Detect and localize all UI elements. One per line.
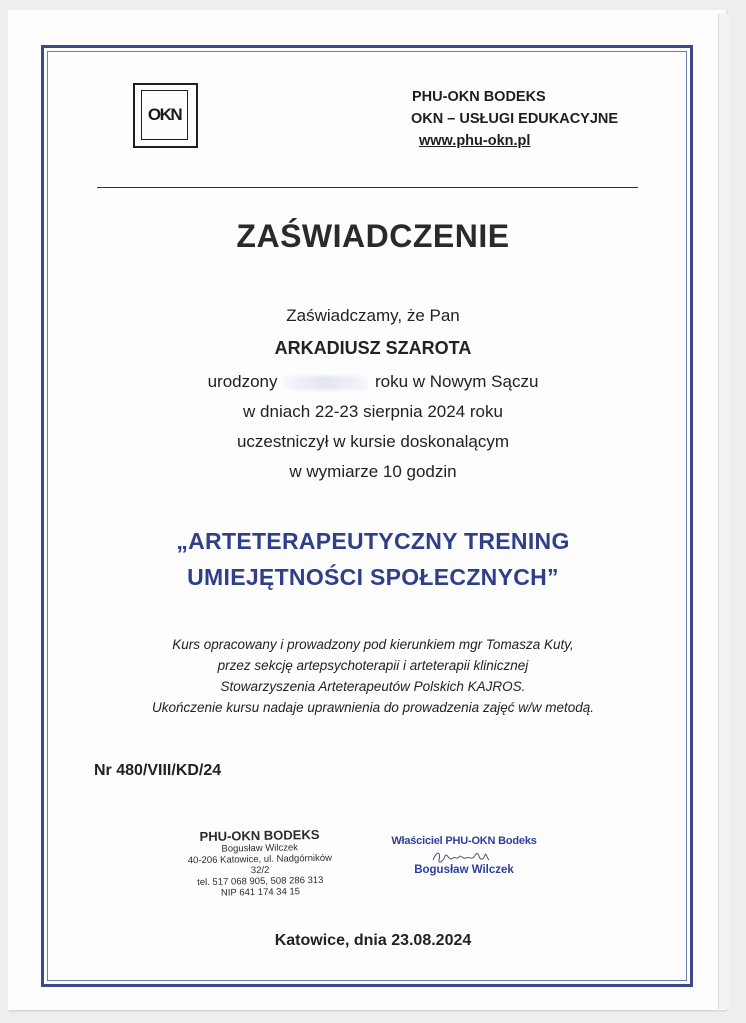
participation-line: uczestniczył w kursie doskonalącym [236, 432, 510, 451]
course-title-line2: UMIEJĘTNOŚCI SPOŁECZNYCH” [187, 564, 559, 590]
birth-line [0, 372, 746, 392]
signature-name: Bogusław Wilczek [414, 864, 514, 876]
signature-role: Właściciel PHU-OKN Bodeks [391, 835, 537, 847]
okn-logo [133, 83, 198, 148]
stamp-nip: NIP 641 174 34 15 [220, 886, 301, 899]
okn-logo-text: OKN [141, 90, 188, 140]
intro-line: Zaświadczamy, że Pan [286, 306, 460, 325]
birth-suffix: roku w Nowym Sączu [374, 372, 539, 391]
company-name: PHU-OKN BODEKS [412, 89, 546, 105]
course-dates: w dniach 22-23 sierpnia 2024 roku [243, 402, 503, 421]
issue-place-date: Katowice, dnia 23.08.2024 [274, 932, 472, 949]
course-description-2: przez sekcję artepsychoterapii i arteterapii klinicznej [217, 658, 529, 673]
certificate-number: Nr 480/VIII/KD/24 [94, 762, 222, 779]
paper-stack-edge [718, 14, 729, 1009]
hours-line: w wymiarze 10 godzin [289, 462, 457, 481]
stamp-company: PHU-OKN BODEKS [199, 826, 320, 845]
course-description-3: Stowarzyszenia Arteterapeutów Polskich KAJROS. [220, 679, 526, 694]
certificate-title: ZAŚWIADCZENIE [236, 218, 510, 254]
company-website: www.phu-okn.pl [419, 133, 531, 149]
company-header [412, 86, 618, 152]
company-services: OKN – USŁUGI EDUKACYJNE [411, 111, 619, 127]
stamp-address: 40-206 Katowice, ul. Nadgórników 32/2 [187, 852, 333, 877]
course-description-1: Kurs opracowany i prowadzony pod kierunkiem mgr Tomasza Kuty, [172, 637, 574, 652]
company-stamp [179, 827, 340, 900]
birth-prefix: urodzony [207, 372, 278, 391]
course-title-line1: „ARTETERAPEUTYCZNY TRENING [176, 528, 570, 554]
header-divider [97, 187, 638, 188]
stamp-owner: Bogusław Wilczek [221, 842, 299, 855]
redacted-birthdate [284, 376, 368, 390]
stamp-phone: tel. 517 068 905, 508 286 313 [197, 874, 324, 889]
course-description-4: Ukończenie kursu nadaje uprawnienia do prowadzenia zajęć w/w metodą. [151, 700, 594, 715]
owner-signature-stamp [384, 835, 544, 876]
recipient-name: ARKADIUSZ SZAROTA [274, 338, 472, 358]
